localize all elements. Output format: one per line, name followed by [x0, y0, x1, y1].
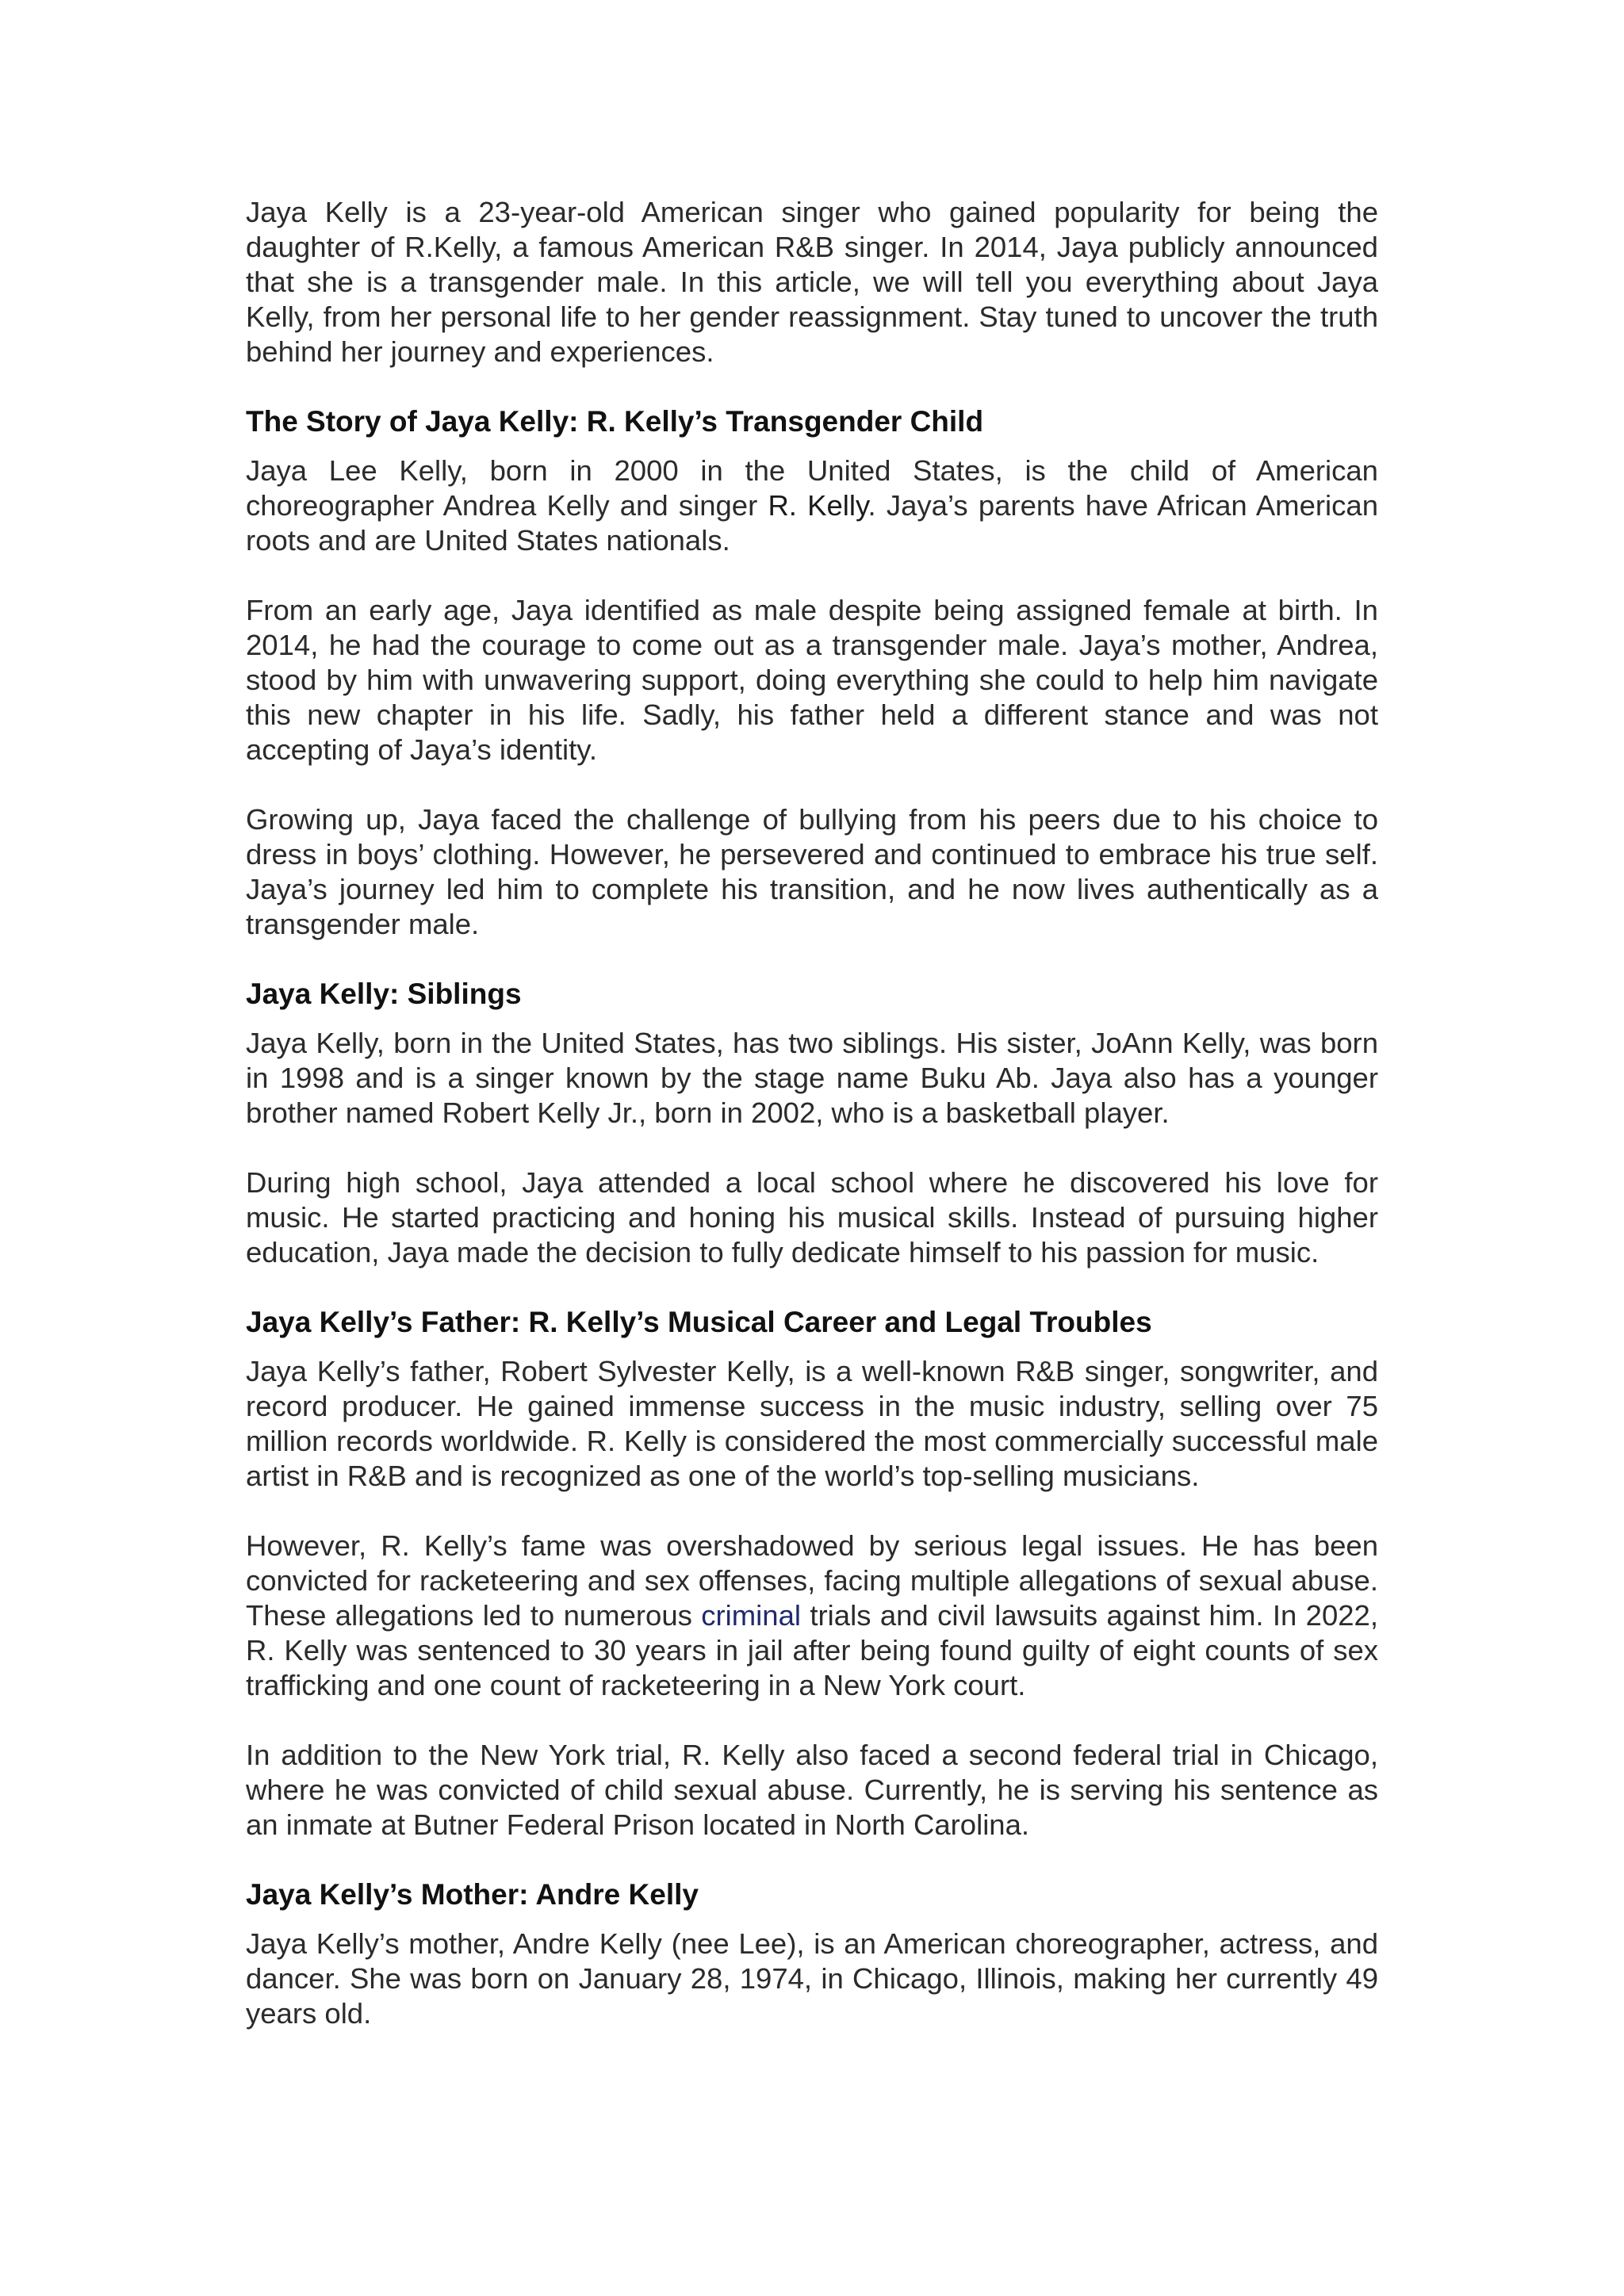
section-heading-story: The Story of Jaya Kelly: R. Kelly’s Transgender Child [246, 405, 984, 438]
section-heading-siblings: Jaya Kelly: Siblings [246, 978, 522, 1010]
intro-paragraph: Jaya Kelly is a 23-year-old American singer who gained popularity for being the daughter of R.Kelly, a famous American R&B singer. In 2014, Jaya publicly announced that she is a transgender male. In this article, we will tell you everything about Jaya Kelly, from her personal life to her gender reassignment. Stay tuned to uncover the truth behind her journey and experiences. [246, 196, 1378, 368]
section-heading-mother: Jaya Kelly’s Mother: Andre Kelly [246, 1878, 699, 1911]
father-paragraph-3: In addition to the New York trial, R. Kelly also faced a second federal trial in Chicago, where he was convicted of child sexual abuse. Currently, he is serving his sentence as an inmate at Butner Federal Prison located in North Carolina. [246, 1739, 1378, 1841]
document-page [246, 195, 1378, 2031]
story-paragraph-1-text-b: . Jaya’s parents have African American roots and are United States nationals. [246, 489, 1379, 557]
section-heading-father: Jaya Kelly’s Father: R. Kelly’s Musical Career and Legal Troubles [246, 1306, 1152, 1338]
story-paragraph-3: Growing up, Jaya faced the challenge of bullying from his peers due to his choice to dress in boys’ clothing. However, he persevered and continued to embrace his true self. Jaya’s journey led him to complete his transition, and he now lives authentically as a transgender male. [246, 803, 1378, 940]
father-paragraph-2 [246, 1529, 1378, 1703]
story-paragraph-1 [246, 453, 1378, 558]
father-paragraph-1: Jaya Kelly’s father, Robert Sylvester Kelly, is a well-known R&B singer, songwriter, and record producer. He gained immense success in the music industry, selling over 75 million records worldwide. R. Kelly is considered the most commercially successful male artist in R&B and is recognized as one of the world’s top-selling musicians. [246, 1355, 1378, 1492]
story-paragraph-2: From an early age, Jaya identified as male despite being assigned female at birth. In 2014, he had the courage to come out as a transgender male. Jaya’s mother, Andrea, stood by him with unwavering support, doing everything she could to help him navigate this new chapter in his life. Sadly, his father held a different stance and was not accepting of Jaya’s identity. [246, 594, 1378, 766]
criminal-link[interactable]: criminal [701, 1599, 802, 1632]
father-paragraph-2-text-b: trials and civil lawsuits against him. In 2022, R. Kelly was sentenced to 30 years in jail after being found guilty of eight counts of sex trafficking and one count of racketeering in a New York court. [246, 1599, 1378, 1701]
r-kelly-name: R. Kelly [768, 489, 868, 522]
mother-paragraph-1: Jaya Kelly’s mother, Andre Kelly (nee Lee), is an American choreographer, actress, and dancer. She was born on January 28, 1974, in Chicago, Illinois, making her currently 49 years old. [246, 1927, 1378, 2030]
siblings-paragraph-2: During high school, Jaya attended a local school where he discovered his love for music. He started practicing and honing his musical skills. Instead of pursuing higher education, Jaya made the decision to fully dedicate himself to his passion for music. [246, 1166, 1378, 1269]
story-paragraph-1-text-a: Jaya Lee Kelly, born in 2000 in the United States, is the child of American choreographer Andrea Kelly and singer [246, 454, 1378, 522]
father-paragraph-2-text-a: However, R. Kelly’s fame was overshadowed by serious legal issues. He has been convicted for racketeering and sex offenses, facing multiple allegations of sexual abuse. These allegations led to numerous [246, 1529, 1378, 1632]
siblings-paragraph-1: Jaya Kelly, born in the United States, has two siblings. His sister, JoAnn Kelly, was born in 1998 and is a singer known by the stage name Buku Ab. Jaya also has a younger brother named Robert Kelly Jr., born in 2002, who is a basketball player. [246, 1027, 1378, 1129]
